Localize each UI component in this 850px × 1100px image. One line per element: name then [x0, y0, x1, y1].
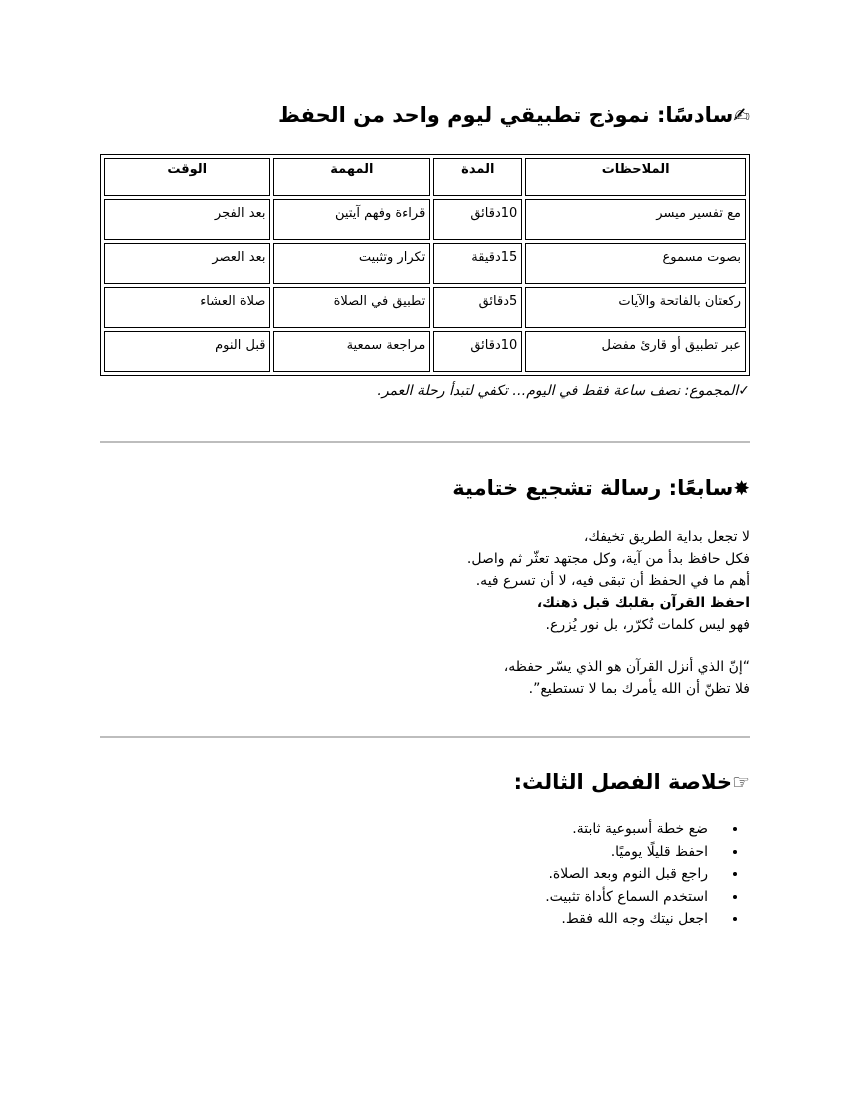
list-item: • راجع قبل النوم وبعد الصلاة. [545, 863, 722, 886]
cell-time: صلاة العشاء [104, 287, 270, 328]
list-item: • احفظ قليلًا يوميًا. [545, 841, 722, 864]
message-line: فكل حافظ بدأ من آية، وكل مجتهد تعثّر ثم واصل. [466, 551, 750, 567]
summary-list [545, 818, 750, 931]
total-note [377, 383, 750, 399]
section-six-heading [278, 103, 750, 127]
table-row [104, 199, 746, 240]
daily-plan-table [100, 154, 750, 376]
list-item: • استخدم السماع كأداة تثبيت. [545, 886, 722, 909]
table-row [104, 243, 746, 284]
cell-notes: عبر تطبيق أو قارئ مفضل [525, 331, 746, 372]
divider [100, 441, 750, 443]
table-row [104, 331, 746, 372]
pointing-hand-icon: ☞ [732, 770, 750, 794]
section-seven-heading [452, 476, 750, 500]
divider [100, 736, 750, 738]
paragraph-gap [467, 636, 750, 656]
cell-notes: بصوت مسموع [525, 243, 746, 284]
cell-notes: مع تفسير ميسر [525, 199, 746, 240]
quote-line: “إنّ الذي أنزل القرآن هو الذي يسّر حفظه، [503, 659, 750, 675]
message-line: احفظ القرآن بقلبك قبل ذهنك، [536, 595, 750, 611]
message-line: فهو ليس كلمات تُكرّر، بل نور يُزرع. [545, 617, 750, 633]
section-six-title: سادسًا: نموذج تطبيقي ليوم واحد من الحفظ [277, 103, 734, 127]
header-notes: الملاحظات [525, 158, 746, 196]
summary-title: خلاصة الفصل الثالث: [513, 770, 733, 794]
cell-duration: 10دقائق [433, 331, 522, 372]
header-duration: المدة [433, 158, 522, 196]
cell-notes: ركعتان بالفاتحة والآيات [525, 287, 746, 328]
checkmark-icon: ✓ [738, 383, 750, 399]
list-item: • اجعل نيتك وجه الله فقط. [545, 908, 722, 931]
header-task: المهمة [273, 158, 430, 196]
writing-hand-icon: ✍ [733, 103, 750, 127]
cell-duration: 15دقيقة [433, 243, 522, 284]
header-time: الوقت [104, 158, 270, 196]
document-page [100, 0, 750, 1100]
list-item: • ضع خطة أسبوعية ثابتة. [545, 818, 722, 841]
cell-task: قراءة وفهم آيتين [273, 199, 430, 240]
total-text: المجموع: نصف ساعة فقط في اليوم… تكفي لتبدأ رحلة العمر. [377, 383, 739, 399]
quote-line: فلا تظنّ أن الله يأمرك بما لا تستطيع”. [528, 681, 750, 697]
summary-heading [514, 770, 750, 794]
cell-duration: 5دقائق [433, 287, 522, 328]
cell-task: تكرار وتثبيت [273, 243, 430, 284]
section-seven-title: سابعًا: رسالة تشجيع ختامية [452, 476, 734, 500]
message-line: لا تجعل بداية الطريق تخيفك، [583, 529, 750, 545]
message-line: أهم ما في الحفظ أن تبقى فيه، لا أن تسرع فيه. [475, 573, 750, 589]
cell-task: تطبيق في الصلاة [273, 287, 430, 328]
cell-time: بعد الفجر [104, 199, 270, 240]
cell-task: مراجعة سمعية [273, 331, 430, 372]
star-burst-icon: ✸ [733, 476, 750, 500]
cell-time: بعد العصر [104, 243, 270, 284]
table-row [104, 287, 746, 328]
table-header-row [104, 158, 746, 196]
cell-duration: 10دقائق [433, 199, 522, 240]
cell-time: قبل النوم [104, 331, 270, 372]
encouragement-message [467, 526, 750, 700]
